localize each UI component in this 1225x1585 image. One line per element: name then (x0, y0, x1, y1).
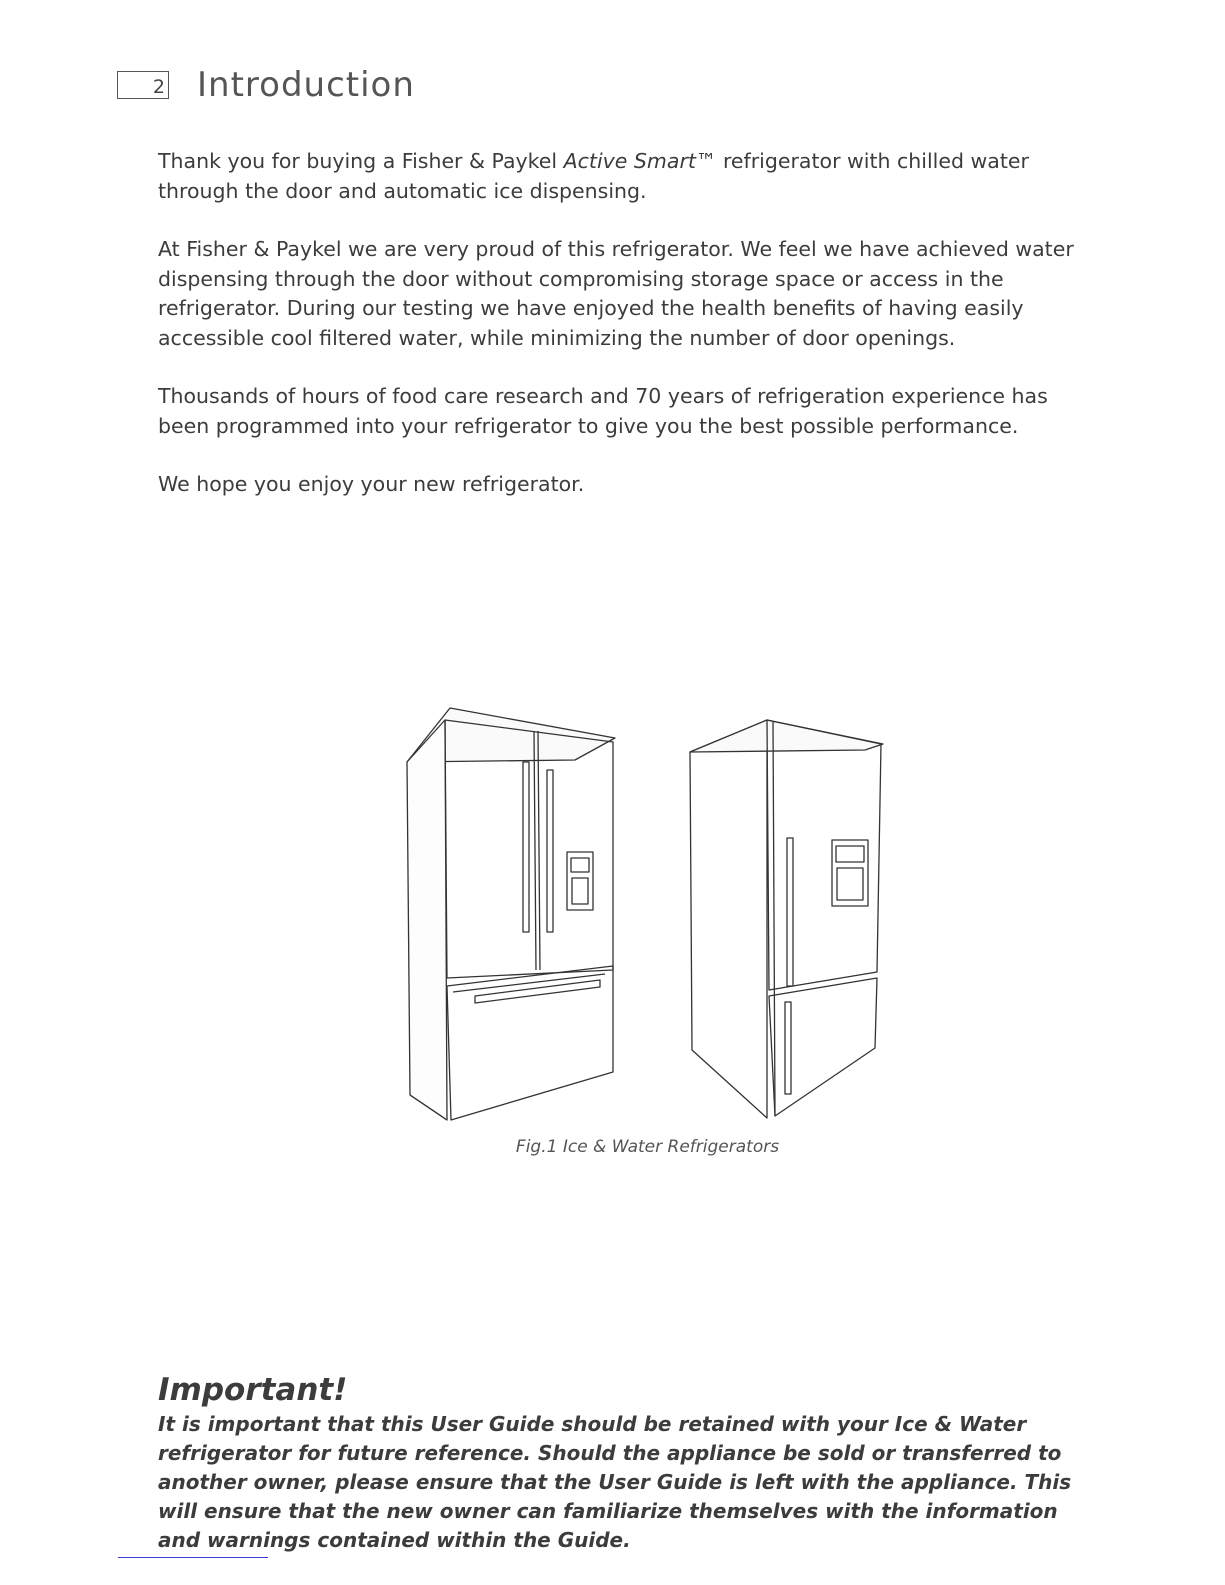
figure-caption: Fig.1 Ice & Water Refrigerators (515, 1137, 780, 1157)
intro-section (158, 147, 1088, 529)
intro-p1-before: Thank you for buying a Fisher & Paykel (158, 149, 564, 173)
french-door-refrigerator (407, 708, 615, 1120)
important-heading: Important! (158, 1372, 348, 1408)
page-number-box (117, 71, 169, 99)
important-notice: It is important that this User Guide should be retained with your Ice & Water refrigerator for future reference. Should the appliance be sold or transferred to another owner, please ensure that the User Guide is left with the appliance. This will ensure that the new owner can familiarize themselves with the information and warnings contained within the Guide. (158, 1412, 1072, 1552)
bottom-freezer-refrigerator (690, 720, 883, 1118)
refrigerators-illustration (395, 700, 895, 1130)
intro-p1-after: refrigerator with chilled water through the door and automatic ice dispensing. (158, 149, 1029, 203)
intro-paragraph-2: At Fisher & Paykel we are very proud of this refrigerator. We feel we have achieved water dispensing through the door without compromising storage space or access in the refrigerator. During our testing we have enjoyed the health benefits of having easily accessible cool filtered water, while minimizing the number of door openings. (158, 237, 1074, 350)
intro-paragraph-3: Thousands of hours of food care research and 70 years of refrigeration experience has been programmed into your refrigerator to give you the best possible performance. (158, 384, 1048, 438)
footer-divider (118, 1557, 268, 1558)
intro-paragraph-4: We hope you enjoy your new refrigerator. (158, 472, 585, 496)
page-header (117, 42, 415, 128)
page-title: Introduction (197, 64, 415, 105)
page-number: 2 (152, 75, 165, 98)
product-name: Active Smart™ (563, 149, 717, 173)
refrigerators-drawing (395, 700, 895, 1130)
intro-paragraph-1 (158, 147, 1088, 206)
